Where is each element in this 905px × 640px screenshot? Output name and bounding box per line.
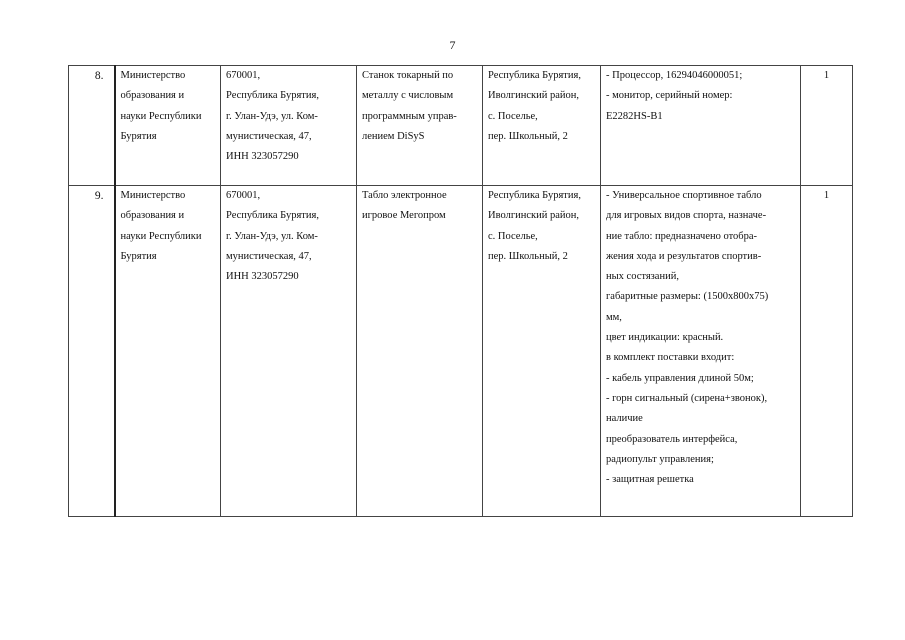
organization-cell: [115, 66, 221, 186]
text-line: с. Поселье,: [488, 230, 538, 242]
text-line: цвет индикации: красный.: [606, 332, 724, 344]
text-line: ние табло: предназначено отобра-: [606, 230, 758, 242]
text-line: Бурятия: [120, 250, 157, 262]
text-line: - монитор, серийный номер:: [606, 90, 733, 102]
item-name-cell: [357, 186, 483, 517]
quantity-cell: 1: [801, 66, 853, 186]
text-line: г. Улан-Удэ, ул. Ком-: [226, 110, 318, 122]
text-line: 670001,: [226, 70, 261, 81]
text-line: мм,: [606, 311, 622, 323]
table-row-8: [69, 66, 853, 186]
text-line: игровое Мегопром: [362, 210, 446, 222]
row-number: 9.: [69, 186, 115, 517]
text-line: образования и: [120, 210, 185, 222]
item-name-cell: [357, 66, 483, 186]
text-line: Министерство: [120, 190, 186, 201]
text-line: Иволгинский район,: [488, 210, 580, 222]
text-line: мунистическая, 47,: [226, 250, 312, 262]
text-line: Бурятия: [120, 130, 157, 142]
text-line: ИНН 323057290: [226, 271, 299, 283]
text-line: Республика Бурятия,: [226, 210, 319, 222]
text-line: металлу с числовым: [362, 90, 454, 102]
text-line: - кабель управления длиной 50м;: [606, 372, 754, 384]
text-line: Иволгинский район,: [488, 90, 580, 102]
text-line: - защитная решетка: [606, 474, 694, 486]
text-line: ных состязаний,: [606, 271, 679, 283]
text-line: лением DiSyS: [362, 130, 425, 142]
text-line: Табло электронное: [362, 190, 447, 201]
text-line: г. Улан-Удэ, ул. Ком-: [226, 230, 318, 242]
address-cell: [221, 186, 357, 517]
text-line: габаритные размеры: (1500x800x75): [606, 291, 769, 303]
location-cell: [483, 186, 601, 517]
text-line: образования и: [120, 90, 185, 102]
location-cell: [483, 66, 601, 186]
text-line: Министерство: [120, 70, 186, 81]
page-number: 7: [449, 38, 456, 52]
text-line: Республика Бурятия,: [488, 70, 581, 81]
text-line: науки Республики: [120, 110, 202, 122]
quantity-cell: 1: [801, 186, 853, 517]
text-line: для игровых видов спорта, назначе-: [606, 210, 767, 222]
text-line: Станок токарный по: [362, 70, 454, 81]
text-line: науки Республики: [120, 230, 202, 242]
row-number: 8.: [69, 66, 115, 186]
text-line: - Универсальное спортивное табло: [606, 190, 762, 201]
address-cell: [221, 66, 357, 186]
text-line: пер. Школьный, 2: [488, 250, 568, 262]
description-cell: [601, 66, 801, 186]
text-line: ИНН 323057290: [226, 151, 299, 163]
text-line: программным управ-: [362, 110, 457, 122]
text-line: пер. Школьный, 2: [488, 130, 568, 142]
text-line: - горн сигнальный (сирена+звонок),: [606, 392, 768, 404]
text-line: с. Поселье,: [488, 110, 538, 122]
equipment-table: [68, 65, 853, 517]
text-line: наличие: [606, 413, 643, 425]
table-row-9: [69, 186, 853, 517]
text-line: мунистическая, 47,: [226, 130, 312, 142]
text-line: 670001,: [226, 190, 261, 201]
text-line: Республика Бурятия,: [226, 90, 319, 102]
organization-cell: [115, 186, 221, 517]
text-line: радиопульт управления;: [606, 453, 714, 465]
text-line: Республика Бурятия,: [488, 190, 581, 201]
text-line: в комплект поставки входит:: [606, 352, 735, 364]
text-line: жения хода и результатов спортив-: [606, 250, 762, 262]
description-cell: [601, 186, 801, 517]
text-line: E2282HS-B1: [606, 110, 663, 122]
text-line: - Процессор, 16294046000051;: [606, 70, 743, 81]
text-line: преобразователь интерфейса,: [606, 433, 738, 445]
